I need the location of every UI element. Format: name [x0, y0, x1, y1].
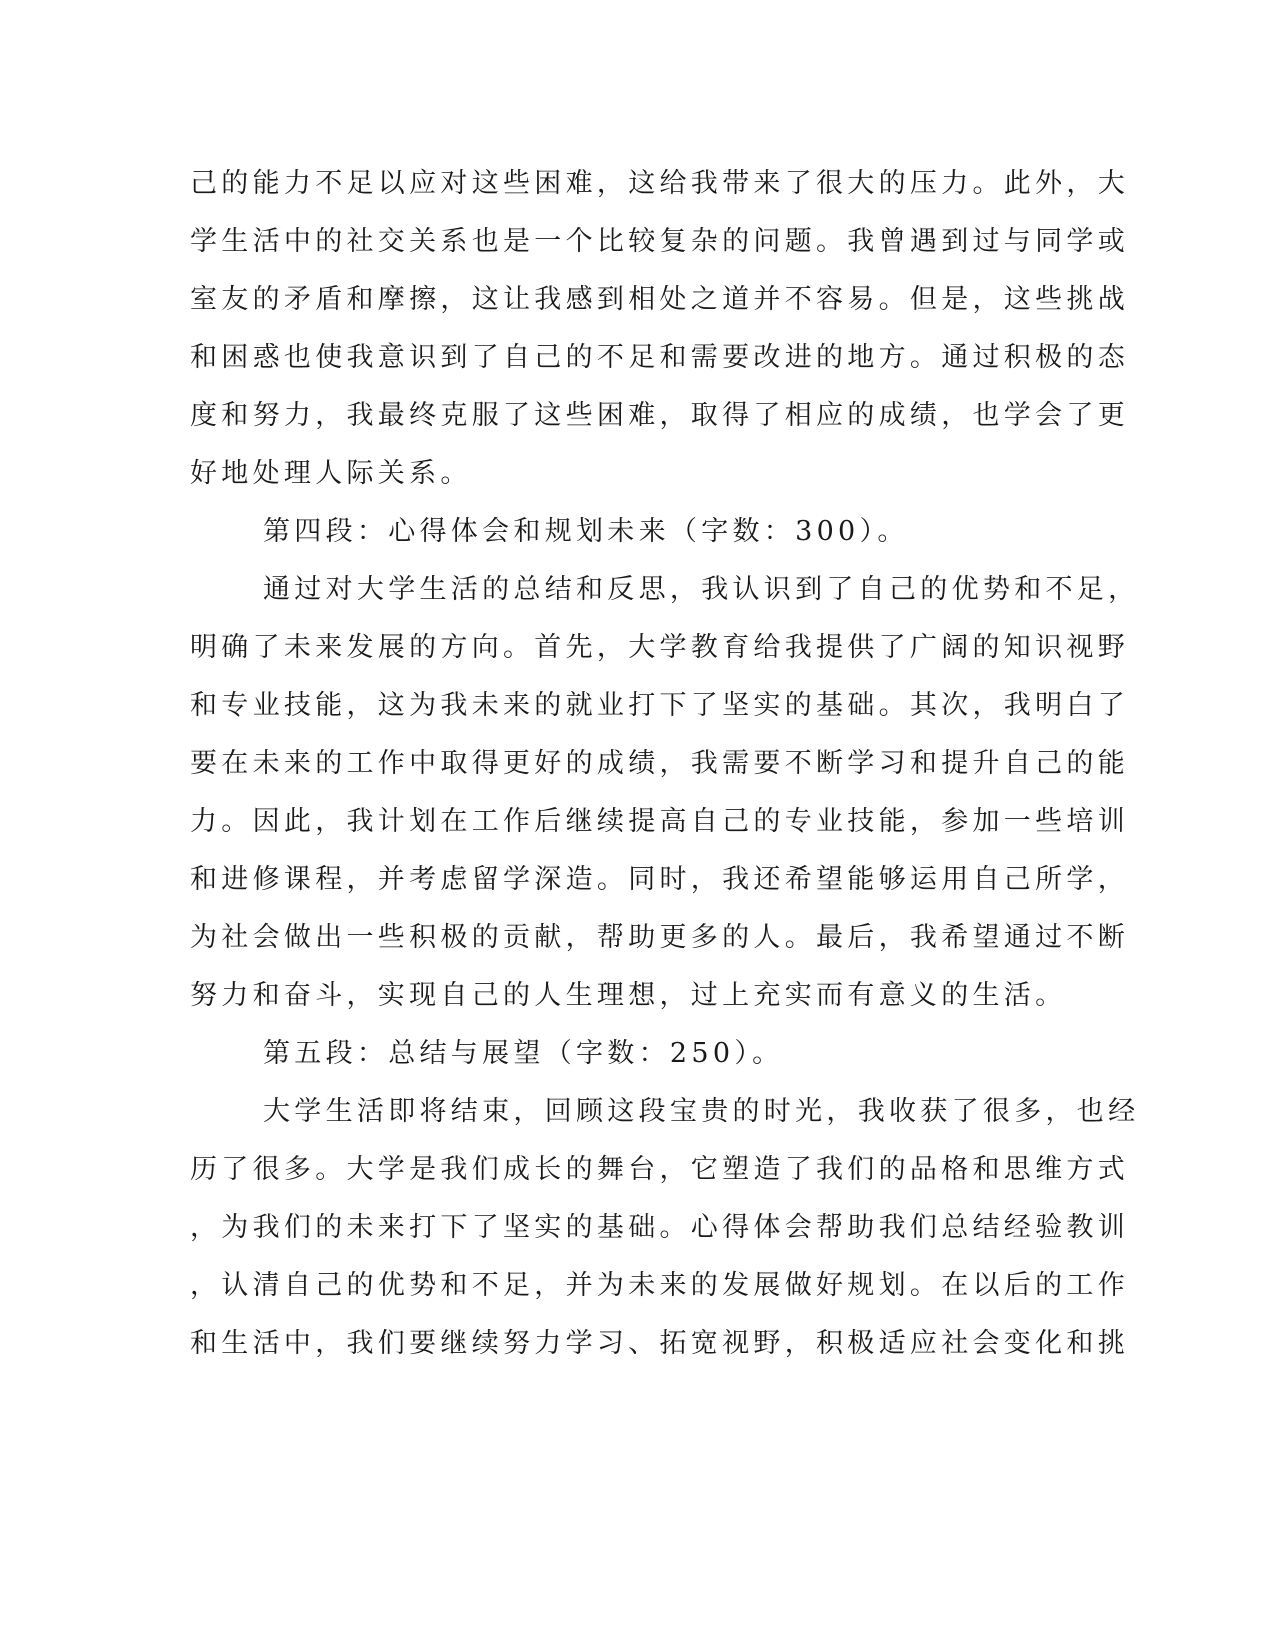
- body-text-line: 己的能力不足以应对这些困难，这给我带来了很大的压力。此外，大: [190, 168, 1129, 199]
- body-text-line: 和生活中，我们要继续努力学习、拓宽视野，积极适应社会变化和挑: [190, 1328, 1129, 1359]
- body-text-line: 为社会做出一些积极的贡献，帮助更多的人。最后，我希望通过不断: [190, 922, 1129, 953]
- body-text-line: 和专业技能，这为我未来的就业打下了坚实的基础。其次，我明白了: [190, 690, 1129, 721]
- body-text-line: 和进修课程，并考虑留学深造。同时，我还希望能够运用自己所学，: [190, 864, 1129, 895]
- paragraph-first-line: 大学生活即将结束，回顾这段宝贵的时光，我收获了很多，也经: [263, 1096, 1140, 1127]
- body-text-line: 度和努力，我最终克服了这些困难，取得了相应的成绩，也学会了更: [190, 400, 1129, 431]
- body-text-line: 努力和奋斗，实现自己的人生理想，过上充实而有意义的生活。: [190, 980, 1067, 1011]
- body-text-line: 力。因此，我计划在工作后继续提高自己的专业技能，参加一些培训: [190, 806, 1129, 837]
- body-text-line: 室友的矛盾和摩擦，这让我感到相处之道并不容易。但是，这些挑战: [190, 284, 1129, 315]
- body-text-line: 好地处理人际关系。: [190, 458, 472, 489]
- body-text-line: 历了很多。大学是我们成长的舞台，它塑造了我们的品格和思维方式: [190, 1154, 1129, 1185]
- body-text-line: 要在未来的工作中取得更好的成绩，我需要不断学习和提升自己的能: [190, 748, 1129, 779]
- body-text-line: ，认清自己的优势和不足，并为未来的发展做好规划。在以后的工作: [190, 1270, 1129, 1301]
- section-heading-4: 第四段：心得体会和规划未来（字数：300）。: [263, 516, 909, 547]
- paragraph-first-line: 通过对大学生活的总结和反思，我认识到了自己的优势和不足，: [263, 574, 1140, 605]
- body-text-line: 和困惑也使我意识到了自己的不足和需要改进的地方。通过积极的态: [190, 342, 1129, 373]
- section-heading-5: 第五段：总结与展望（字数：250）。: [263, 1038, 784, 1069]
- body-text-line: 学生活中的社交关系也是一个比较复杂的问题。我曾遇到过与同学或: [190, 226, 1129, 257]
- body-text-line: ，为我们的未来打下了坚实的基础。心得体会帮助我们总结经验教训: [190, 1212, 1129, 1243]
- body-text-line: 明确了未来发展的方向。首先，大学教育给我提供了广阔的知识视野: [190, 632, 1129, 663]
